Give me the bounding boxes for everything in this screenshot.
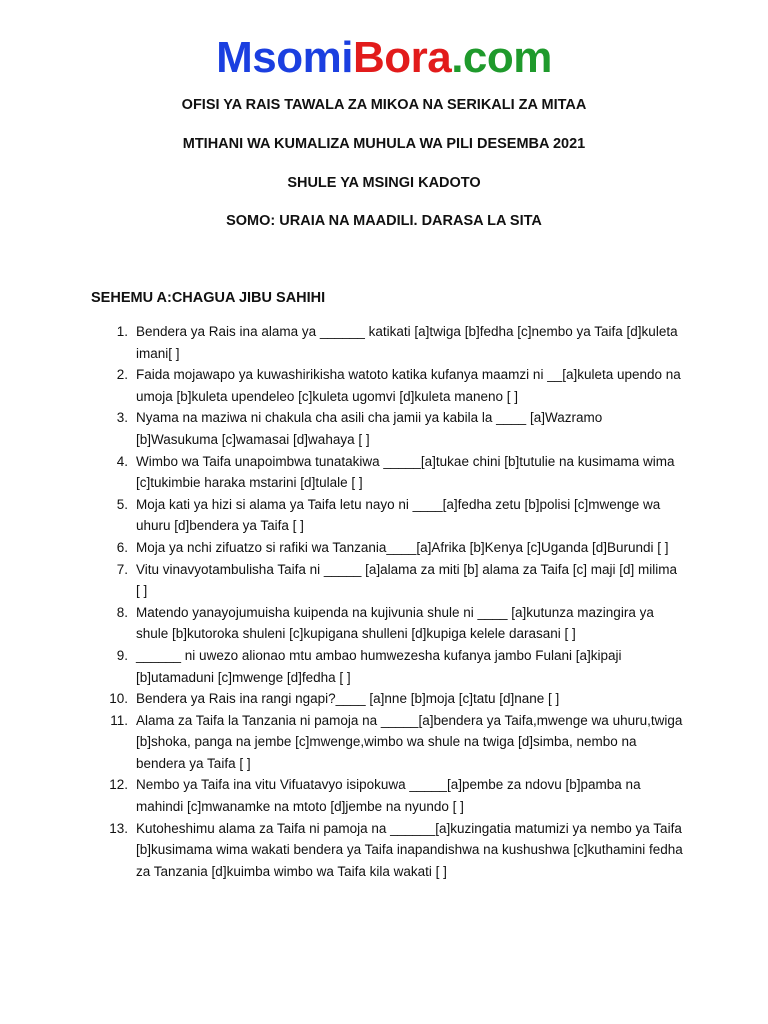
question-item — [0, 321, 768, 364]
question-text: Nyama na maziwa ni chakula cha asili cha jamii ya kabila la ____ [a]Wazramo [b]Wasukuma [c]wamasai [d]wahaya [ ] — [136, 410, 603, 447]
question-item — [0, 364, 768, 407]
question-item — [0, 494, 768, 537]
question-text: ______ ni uwezo alionao mtu ambao humwezesha kufanya jambo Fulani [a]kipaji [b]utamaduni [c]mwenge [d]fedha [ ] — [136, 647, 622, 685]
question-number: 10. — [109, 691, 128, 707]
question-item — [0, 451, 768, 494]
question-item — [0, 710, 768, 775]
question-item — [0, 537, 768, 559]
question-number: 4. — [116, 453, 128, 469]
question-number: 5. — [116, 496, 128, 512]
question-number: 3. — [116, 410, 128, 426]
question-item — [0, 602, 768, 645]
question-text: Moja ya nchi zifuatzo si rafiki wa Tanzania____[a]Afrika [b]Kenya [c]Uganda [d]Burundi [ ] — [136, 539, 669, 555]
logo-part-bora: Bora — [352, 33, 452, 82]
question-item — [0, 645, 768, 688]
question-text: Faida mojawapo ya kuwashirikisha watoto katika kufanya maamzi ni __[a]kuleta upendo na umoja [b]kuleta upendeleo [c]kuleta ugomvi [d]kuleta maneno [ ] — [136, 367, 681, 404]
question-text: Moja kati ya hizi si alama ya Taifa letu nayo ni ____[a]fedha zetu [b]polisi [c]mwenge wa uhuru [d]bendera ya Taifa [ ] — [136, 496, 661, 534]
site-logo — [0, 30, 768, 86]
question-item — [0, 407, 768, 450]
logo-part-msomi: Msomi — [216, 33, 353, 82]
question-text: Bendera ya Rais ina alama ya ______ katikati [a]twiga [b]fedha [c]nembo ya Taifa [d]kuleta imani[ ] — [136, 324, 678, 361]
question-number: 12. — [109, 777, 128, 793]
header-subject: SOMO: URAIA NA MAADILI. DARASA LA SITA — [226, 213, 542, 229]
header-exam-title: MTIHANI WA KUMALIZA MUHULA WA PILI DESEMBA 2021 — [182, 136, 586, 152]
question-number: 8. — [116, 604, 128, 620]
question-number: 7. — [116, 561, 128, 577]
question-item — [0, 688, 768, 710]
question-text: Wimbo wa Taifa unapoimbwa tunatakiwa _____[a]tukae chini [b]tutulie na kusimama wima [c]tukimbie haraka mstarini [d]tulale [ ] — [136, 453, 675, 491]
question-number: 6. — [116, 539, 128, 555]
question-item — [0, 818, 768, 883]
header-office: OFISI YA RAIS TAWALA ZA MIKOA NA SERIKALI ZA MITAA — [181, 97, 587, 113]
question-text: Alama za Taifa la Tanzania ni pamoja na _____[a]bendera ya Taifa,mwenge wa uhuru,twiga [b]shoka, panga na jembe [c]mwenge,wimbo wa shule na twiga [d]simba, nembo na bendera ya Taifa [ ] — [136, 712, 683, 771]
question-number: 2. — [116, 367, 128, 383]
question-list — [0, 321, 768, 882]
question-text: Matendo yanayojumuisha kuipenda na kujivunia shule ni ____ [a]kutunza mazingira ya shule [b]kutoroka shuleni [c]kupigana shulleni [d]kupiga kelele darasani [ ] — [136, 604, 654, 642]
question-number: 9. — [116, 647, 128, 663]
question-item — [0, 559, 768, 602]
question-text: Nembo ya Taifa ina vitu Vifuatavyo isipokuwa _____[a]pembe za ndovu [b]pamba na mahindi [c]mwanamke na mtoto [d]jembe na nyundo [ ] — [136, 777, 641, 815]
section-title: SEHEMU A:CHAGUA JIBU SAHIHI — [91, 290, 326, 306]
question-number: 13. — [109, 820, 128, 836]
question-number: 1. — [116, 324, 128, 339]
question-text: Bendera ya Rais ina rangi ngapi?____ [a]nne [b]moja [c]tatu [d]nane [ ] — [136, 691, 560, 707]
question-text: Vitu vinavyotambulisha Taifa ni _____ [a]alama za miti [b] alama za Taifa [c] maji [d] milima [ ] — [136, 561, 678, 599]
header-school-name: SHULE YA MSINGI KADOTO — [287, 175, 481, 191]
logo-part-com: .com — [451, 33, 552, 82]
question-text: Kutoheshimu alama za Taifa ni pamoja na ______[a]kuzingatia matumizi ya nembo ya Taifa [b]kusimama wima wakati bendera ya Taifa inapandishwa na kushushwa [c]kuthamini fedha za Tanzania [d]kuimba wimbo wa Taifa kila wakati [ ] — [136, 820, 683, 879]
question-number: 11. — [110, 712, 128, 728]
question-item — [0, 774, 768, 817]
